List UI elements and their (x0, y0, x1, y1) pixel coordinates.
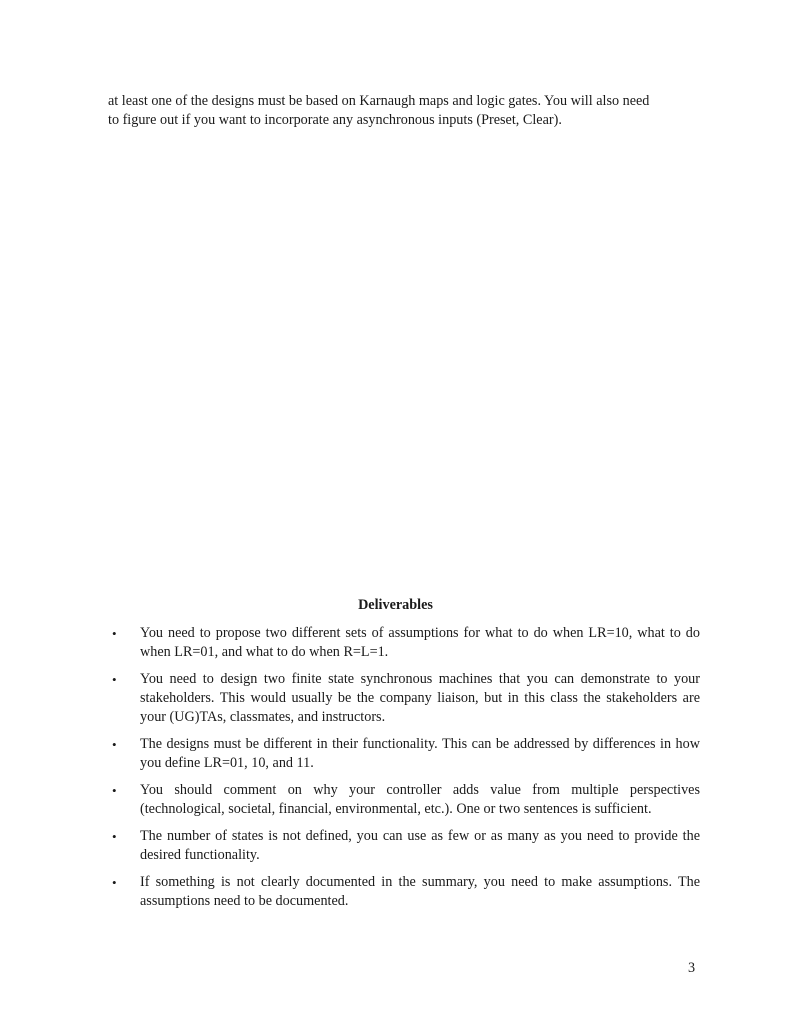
deliverable-text: You need to design two finite state synchronous machines that you can demonstrate to your stakeholders. This would usually be the company liaison, but in this class the stakeholders are your (UG)TAs, classmates, and instructors. (140, 671, 700, 725)
page-number: 3 (688, 960, 696, 976)
deliverables-heading: Deliverables (358, 597, 433, 613)
intro-paragraph (108, 92, 708, 130)
bullet-icon: • (112, 783, 117, 798)
intro-line-2: to figure out if you want to incorporate any asynchronous inputs (Preset, Clear). (108, 112, 562, 128)
deliverable-text: The designs must be different in their functionality. This can be addressed by differences in how you define LR=01, 10, and 11. (140, 736, 700, 771)
bullet-icon: • (112, 829, 117, 844)
deliverables-list (112, 624, 700, 919)
deliverable-text: You need to propose two different sets of assumptions for what to do when LR=10, what to do when LR=01, and what to do when R=L=1. (140, 625, 700, 660)
bullet-icon: • (112, 875, 117, 890)
bullet-icon: • (112, 672, 117, 687)
deliverable-item-assumptions (112, 624, 700, 662)
deliverable-item-value (112, 781, 700, 819)
deliverable-text: You should comment on why your controller adds value from multiple perspectives (technological, societal, financial, environmental, etc.). One or two sentences is sufficient. (140, 782, 700, 817)
bullet-icon: • (112, 737, 117, 752)
deliverable-item-design (112, 670, 700, 727)
intro-line-1: at least one of the designs must be based on Karnaugh maps and logic gates. You will also need (108, 93, 650, 109)
deliverable-item-states (112, 827, 700, 865)
deliverable-item-documentation (112, 873, 700, 911)
bullet-icon: • (112, 626, 117, 641)
deliverable-item-functionality (112, 735, 700, 773)
deliverable-text: If something is not clearly documented in the summary, you need to make assumptions. The assumptions need to be documented. (140, 874, 700, 909)
deliverable-text: The number of states is not defined, you can use as few or as many as you need to provide the desired functionality. (140, 828, 700, 863)
